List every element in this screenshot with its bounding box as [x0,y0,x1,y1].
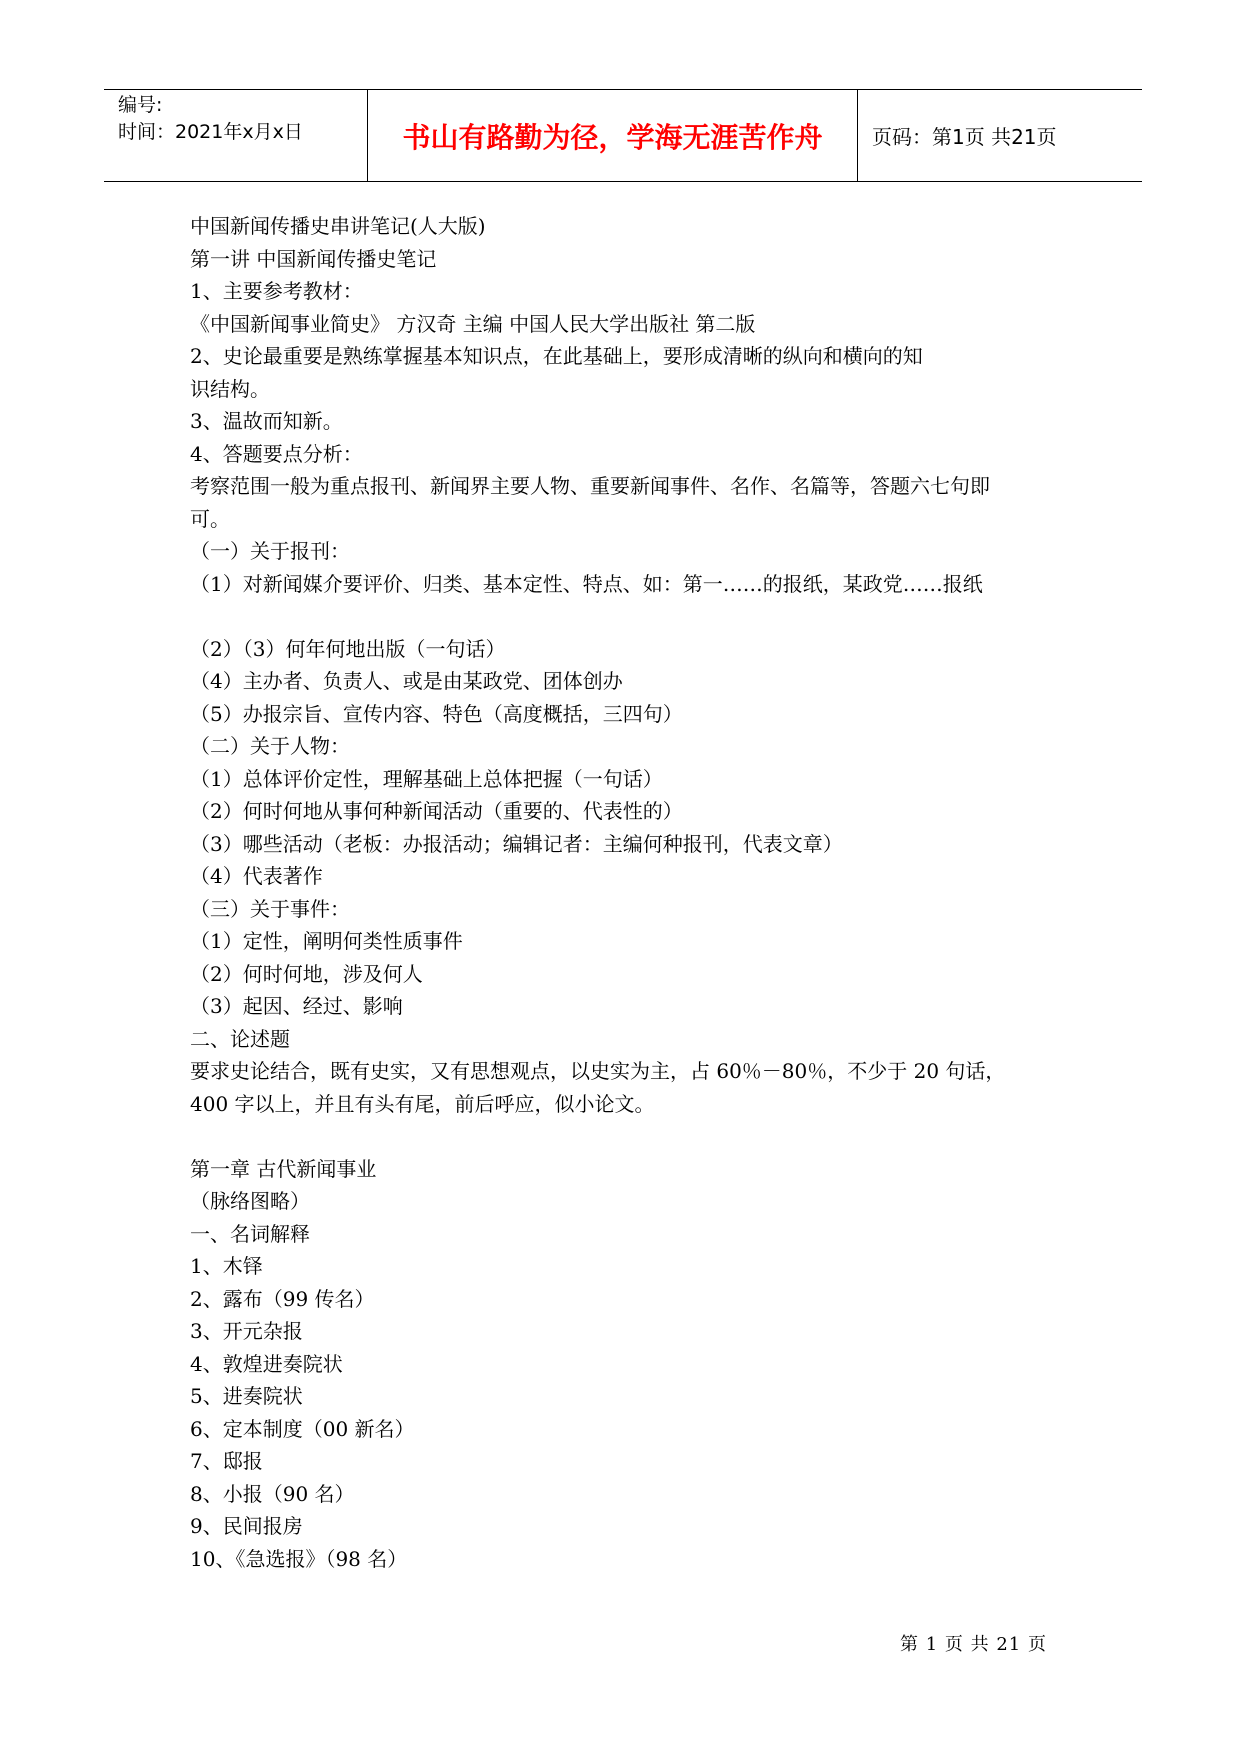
text-line: 7、邸报 [190,1449,263,1473]
text-line: （4）代表著作 [190,864,323,888]
text-line: 5、进奏院状 [190,1384,303,1408]
text-line: 2、露布（99 传名） [190,1286,375,1311]
text-line: 二、论述题 [190,1026,290,1051]
text-line: 第一讲 中国新闻传播史笔记 [190,246,437,271]
text-line: （一）关于报刊： [190,539,350,563]
text-line: 识结构。 [190,376,270,401]
text-line: 中国新闻传播史串讲笔记(人大版) [190,214,486,238]
text-line: （1）定性，阐明何类性质事件 [190,929,463,953]
motto-text: 书山有路勤为径，学海无涯苦作舟 [402,120,823,154]
text-line: 要求史论结合，既有史实，又有思想观点，以史实为主，占 60％－80％，不少于 20 句话， [190,1059,1006,1083]
text-line: 1、木铎 [190,1254,263,1278]
page-footer [900,1630,1047,1656]
text-line: 4、敦煌进奏院状 [190,1351,343,1376]
text-line: （2）何时何地，涉及何人 [190,961,423,986]
header-motto-cell [368,90,858,181]
text-line: （3）起因、经过、影响 [190,994,403,1018]
text-line: 《中国新闻事业简史》 方汉奇 主编 中国人民大学出版社 第二版 [190,311,756,336]
document-header [104,89,1142,182]
text-line: （2）何时何地从事何种新闻活动（重要的、代表性的） [190,799,683,823]
text-line: （二）关于人物： [190,734,350,758]
text-line: 可。 [190,506,230,531]
text-line: 8、小报（90 名） [190,1481,355,1506]
text-line: （1）对新闻媒介要评价、归类、基本定性、特点、如：第一……的报纸，某政党……报纸 [190,571,983,596]
text-line: 10、《急选报》（98 名） [190,1546,408,1571]
text-line: 9、民间报房 [190,1514,303,1538]
text-line: 考察范围一般为重点报刊、新闻界主要人物、重要新闻事件、名作、名篇等，答题六七句即 [190,474,990,498]
text-line: （三）关于事件： [190,896,350,921]
footer-page-number: 第 1 页 共 21 页 [900,1634,1047,1655]
time-label: 时间：2021年x月x日 [118,121,303,143]
text-line: 4、答题要点分析： [190,441,363,466]
number-label: 编号: [118,94,163,116]
document-body [190,210,1070,1575]
page-info: 页码：第1页 共21页 [872,125,1057,149]
blank-line [190,600,1070,633]
text-line: （3）哪些活动（老板：办报活动；编辑记者：主编何种报刊，代表文章） [190,831,843,856]
text-line: 400 字以上，并且有头有尾，前后呼应，似小论文。 [190,1091,655,1116]
text-line: （2）（3）何年何地出版（一句话） [190,636,506,661]
header-meta-cell [104,90,368,181]
text-line: 6、定本制度（00 新名） [190,1416,415,1441]
text-line: 第一章 古代新闻事业 [190,1156,377,1181]
text-line: （脉络图略） [190,1189,310,1213]
text-line: 2、史论最重要是熟练掌握基本知识点，在此基础上，要形成清晰的纵向和横向的知 [190,344,923,368]
text-line: （5）办报宗旨、宣传内容、特色（高度概括，三四句） [190,701,683,726]
text-line: 3、温故而知新。 [190,409,343,433]
text-line: 3、开元杂报 [190,1319,303,1343]
header-page-cell [858,90,1142,181]
text-line: （4）主办者、负责人、或是由某政党、团体创办 [190,669,623,693]
text-line: 1、主要参考教材： [190,279,363,303]
text-line: （1）总体评价定性，理解基础上总体把握（一句话） [190,766,663,791]
blank-line [190,1120,1070,1153]
text-line: 一、名词解释 [190,1221,310,1246]
